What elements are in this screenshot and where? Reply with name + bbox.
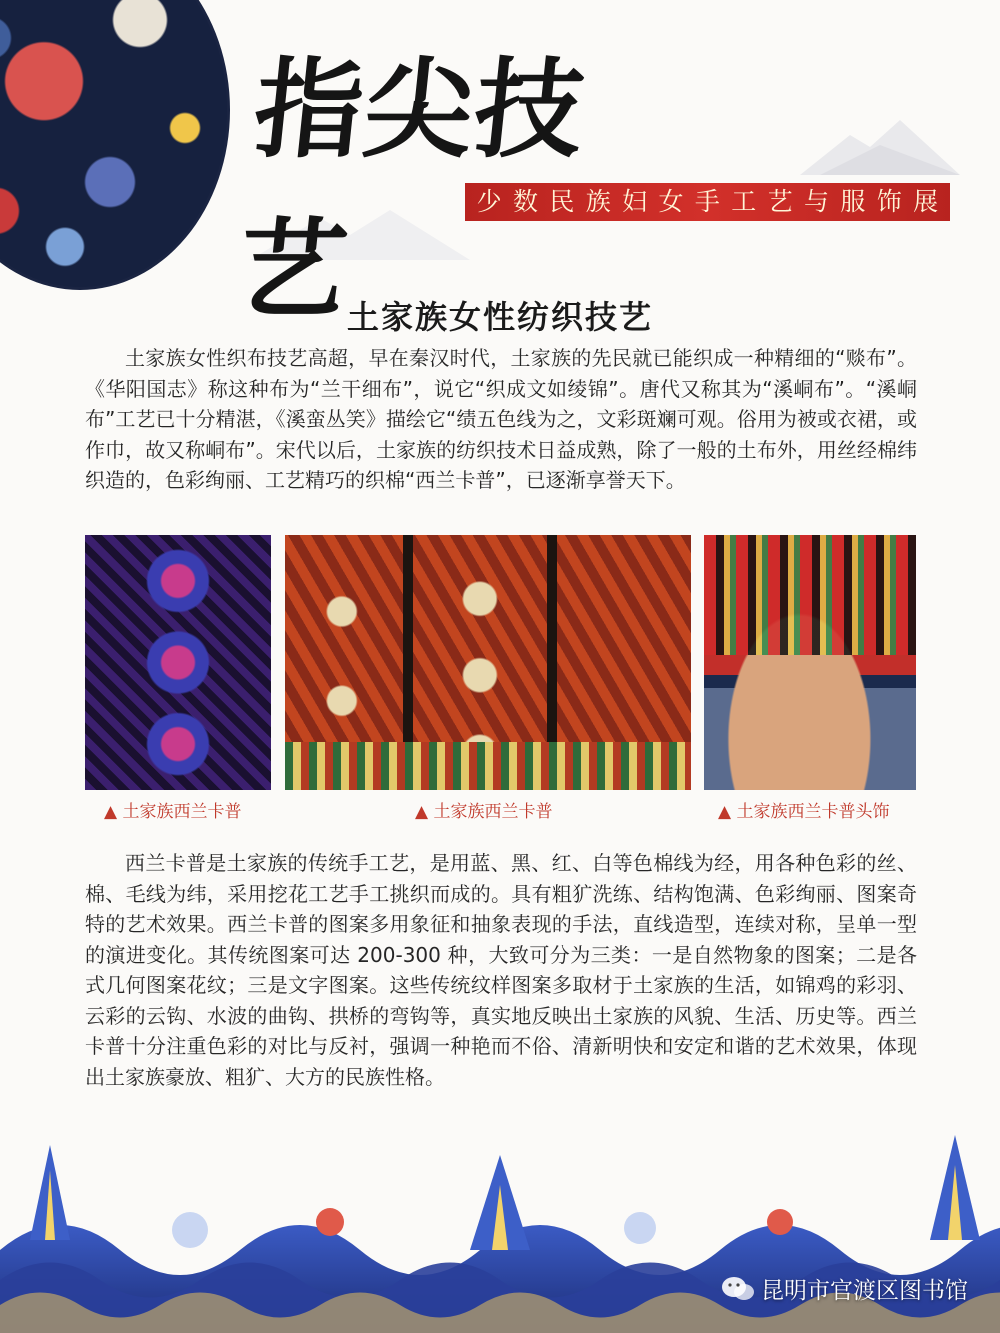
description-paragraph: 西兰卡普是土家族的传统手工艺，是用蓝、黑、红、白等色棉线为经，用各种色彩的丝、棉、毛线为纬，采用挖花工艺手工挑织而成的。具有粗犷洗练、结构饱满、色彩绚丽、图案奇特的艺术效果。西兰卡普的图案多用象征和抽象表现的手法，直线造型，连续对称，呈单一型的演进变化。其传统图案可达 200-300 种，大致可分为三类：一是自然物象的图案；二是各式几何图案花纹；三是文字图案。这些传统纹样图案多取材于土家族的生活，如锦鸡的彩羽、云彩的云钩、水波的曲钩、拱桥的弯钩等，真实地反映出土家族的风貌、生活、历史等。西兰卡普十分注重色彩的对比与反衬，强调一种艳而不俗、清新明快和安定和谐的艺术效果，体现出土家族豪放、粗犷、大方的民族性格。: [85, 851, 917, 1089]
subtitle-banner: [465, 183, 950, 221]
subtitle-char: 数: [513, 187, 539, 216]
subtitle-char: 少: [476, 187, 502, 216]
section-title: 土家族女性纺织技艺: [346, 298, 653, 336]
subtitle-char: 展: [913, 187, 939, 216]
subtitle-char: 妇: [622, 187, 648, 216]
photo-caption: ▲ 土家族西兰卡普: [415, 802, 553, 822]
subtitle-char: 与: [804, 187, 830, 216]
subtitle-char: 民: [549, 187, 575, 216]
subtitle-char: 族: [585, 187, 611, 216]
photo-caption: ▲ 土家族西兰卡普头饰: [718, 802, 890, 822]
exhibition-title: 指尖技艺: [231, 47, 592, 333]
subtitle-char: 女: [658, 187, 684, 216]
xilankapu-headdress-photo: [704, 535, 916, 790]
headdress-pattern: [704, 535, 916, 655]
woven-border-band: [285, 742, 691, 790]
subtitle-char: 手: [694, 187, 720, 216]
intro-paragraph: 土家族女性织布技艺高超，早在秦汉时代，土家族的先民就已能织成一种精细的“赕布”。《华阳国志》称这种布为“兰干细布”，说它“织成文如绫锦”。唐代又称其为“溪峒布”。“溪峒布”工艺已十分精湛，《溪蛮丛笑》描绘它“绩五色线为之，文彩斑斓可观。俗用为被或衣裙，或作巾，故又称峒布”。宋代以后，土家族的纺织技术日益成熟，除了一般的土布外，用丝经棉纬织造的，色彩绚丽、工艺精巧的织棉“西兰卡普”，已逐渐享誉天下。: [85, 346, 917, 492]
subtitle-char: 饰: [876, 187, 902, 216]
watermark-text: 昆明市官渡区图书馆: [761, 1278, 968, 1304]
subtitle-char: 艺: [767, 187, 793, 216]
wechat-icon: [721, 1275, 755, 1303]
subtitle-char: 工: [731, 187, 757, 216]
photo-caption: ▲ 土家族西兰卡普: [104, 802, 242, 822]
embroidered-flower-medallion: [0, 0, 230, 290]
library-watermark: [721, 1272, 968, 1305]
mountain-decoration: [800, 115, 960, 175]
subtitle-char: 服: [840, 187, 866, 216]
xilankapu-photo-1: [85, 535, 271, 790]
xilankapu-photo-2: [285, 535, 691, 790]
